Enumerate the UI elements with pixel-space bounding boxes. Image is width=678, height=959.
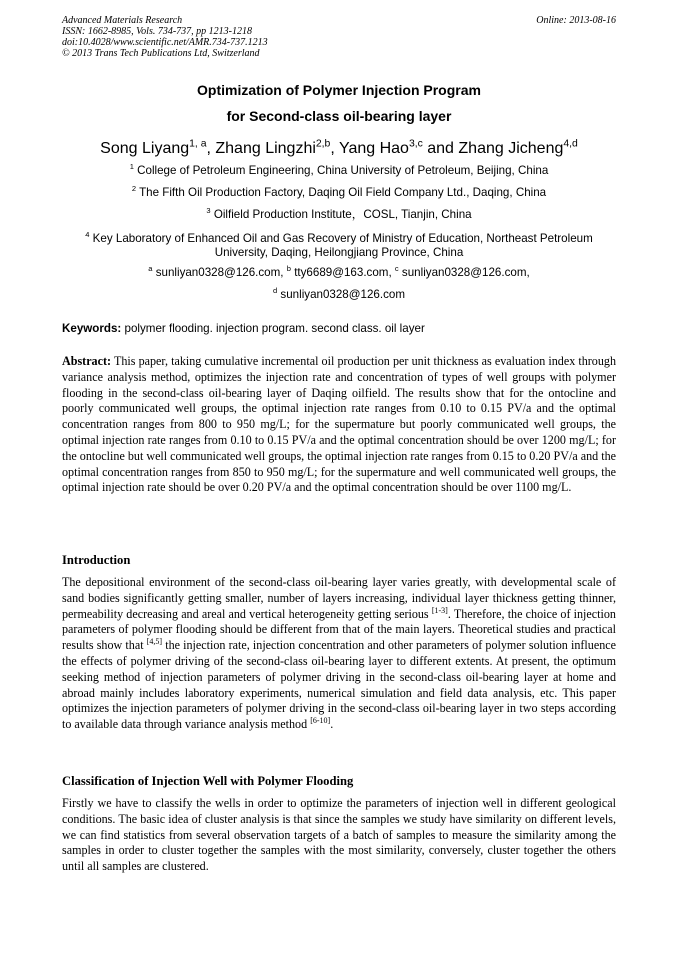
journal-header: [62, 15, 268, 59]
affiliation-text: Key Laboratory of Enhanced Oil and Gas Recovery of Ministry of Education, Northeast Petroleum University, Daqing, Heilongjiang Province, China: [92, 232, 593, 259]
journal-name: Advanced Materials Research: [62, 15, 183, 26]
online-date: Online: 2013-08-16: [536, 15, 616, 26]
affiliation-number: 3: [206, 206, 211, 216]
abstract-text: This paper, taking cumulative incremental oil production per unit thickness as evaluation index through variance analysis method, optimizes the injection rate and concentration of types of well groups with polymer flooding in the second-class oil-bearing layer of Daqing oilfield. The results show that for the ontocline and poorly communicated well groups, the optimal injection rate ranges from 0.10 to 0.15 PV/a and the optimal concentration ranges from 800 to 950 mg/L; for the supermature but poorly communicated well groups, the optimal injection rate ranges from 0.10 to 0.15 PV/a and the optimal concentration should be over 1200 mg/L; for the ontocline but well communicated well groups, the optimal injection rate ranges from 0.15 to 0.20 PV/a and the optimal concentration ranges from 850 to 950 mg/L; for the supermature and well communicated well groups, the optimal injection rate should be over 0.20 PV/a and the optimal concentration should be over 1100 mg/L.: [62, 354, 616, 495]
affiliation-number: 4: [85, 230, 90, 240]
affiliation-number: 2: [131, 184, 137, 194]
affiliation-number: 1: [129, 162, 134, 172]
doi-line: doi:10.4028/www.scientific.net/AMR.734-737.1213: [62, 37, 268, 48]
email-address[interactable]: sunliyan0328@126.com: [280, 288, 405, 301]
abstract-label: Abstract:: [62, 354, 112, 368]
intro-text: .: [330, 717, 334, 732]
affiliation-3: [62, 208, 616, 222]
intro-text: the injection rate, injection concentration and other parameters of polymer solution influence the effects of polymer driving of the second-class oil-bearing layer to different extents. At present, the optimum seeking method of injection parameters of polymer driving in the second-class oil-bearing layer at home and abroad mainly includes laboratory experiments, numerical simulation and field data analysis, etc. This paper optimizes the injection parameters of polymer driving in the second-class oil-bearing layer in two steps according to available data through variance analysis method: [62, 638, 616, 732]
affiliation-4: [62, 232, 616, 260]
intro-text: The depositional environment of the second-class oil-bearing layer varies greatly, with developmental scale of sand bodies significantly getting smaller, number of layers increasing, individual layer thickness getting thinner, permeability decreasing and areal and vertical heterogeneity getting serious: [62, 575, 616, 621]
author-name: Song Liyang: [100, 140, 190, 157]
email-marker: b: [286, 264, 291, 274]
author-name: Zhang Jicheng: [458, 140, 564, 157]
issn-line: ISSN: 1662-8985, Vols. 734-737, pp 1213-1218: [62, 26, 252, 37]
keywords-label: Keywords:: [62, 322, 122, 335]
affiliation-text: College of Petroleum Engineering, China University of Petroleum, Beijing, China: [137, 164, 549, 177]
affiliation-1: [62, 164, 616, 178]
paper-title-line2: for Second-class oil-bearing layer: [226, 108, 452, 124]
email-marker: a: [148, 264, 153, 274]
email-line-1: [62, 266, 616, 280]
intro-text: . Therefore, the choice of injection parameters of polymer flooding should be different from that of the main layers. Theoretical studies and practical results show that: [62, 606, 616, 653]
email-address[interactable]: tty6689@163.com,: [294, 266, 392, 279]
introduction-body: [62, 575, 616, 733]
abstract: [62, 354, 616, 496]
classification-heading: Classification of Injection Well with Polymer Flooding: [62, 774, 354, 788]
copyright-line: © 2013 Trans Tech Publications Ltd, Switzerland: [62, 48, 260, 59]
affiliation-2: [62, 186, 616, 200]
email-address[interactable]: sunliyan0328@126.com,: [401, 266, 530, 279]
citation-ref[interactable]: [6-10]: [310, 716, 331, 726]
keywords-text: polymer flooding. injection program. second class. oil layer: [124, 322, 425, 335]
author-superscript: 1, a: [189, 138, 207, 150]
author-separator: ,: [206, 140, 216, 157]
paper-title-line1: Optimization of Polymer Injection Program: [197, 82, 481, 98]
author-superscript: 4,d: [563, 138, 578, 150]
email-address[interactable]: sunliyan0328@126.com,: [155, 266, 284, 279]
affiliation-text: Oilfield Production Institute，COSL, Tianjin, China: [213, 208, 472, 221]
email-marker: d: [272, 286, 278, 296]
classification-body: Firstly we have to classify the wells in order to optimize the parameters of injection well in different geological conditions. The basic idea of cluster analysis is that since the samples we study have similarity on different levels, we can find statistics from several observation targets of a batch of samples to measure the similarity among the samples in order to cluster together the samples with the most similarity, conversely, cluster together the others until all samples are clustered.: [62, 796, 616, 874]
keywords: [62, 322, 616, 335]
author-superscript: 3,c: [408, 138, 423, 150]
author-name: Zhang Lingzhi: [215, 140, 316, 157]
citation-ref[interactable]: [4,5]: [146, 637, 163, 647]
affiliation-text: The Fifth Oil Production Factory, Daqing Oil Field Company Ltd., Daqing, China: [139, 186, 547, 199]
introduction-heading: Introduction: [62, 553, 131, 567]
author-list: [62, 140, 616, 158]
citation-ref[interactable]: [1-3]: [431, 605, 448, 615]
email-marker: c: [394, 264, 399, 274]
email-line-2: [62, 288, 616, 302]
author-separator: ,: [330, 140, 339, 157]
author-name: Yang Hao: [338, 140, 409, 157]
author-separator: and: [422, 140, 459, 157]
author-superscript: 2,b: [315, 138, 331, 150]
